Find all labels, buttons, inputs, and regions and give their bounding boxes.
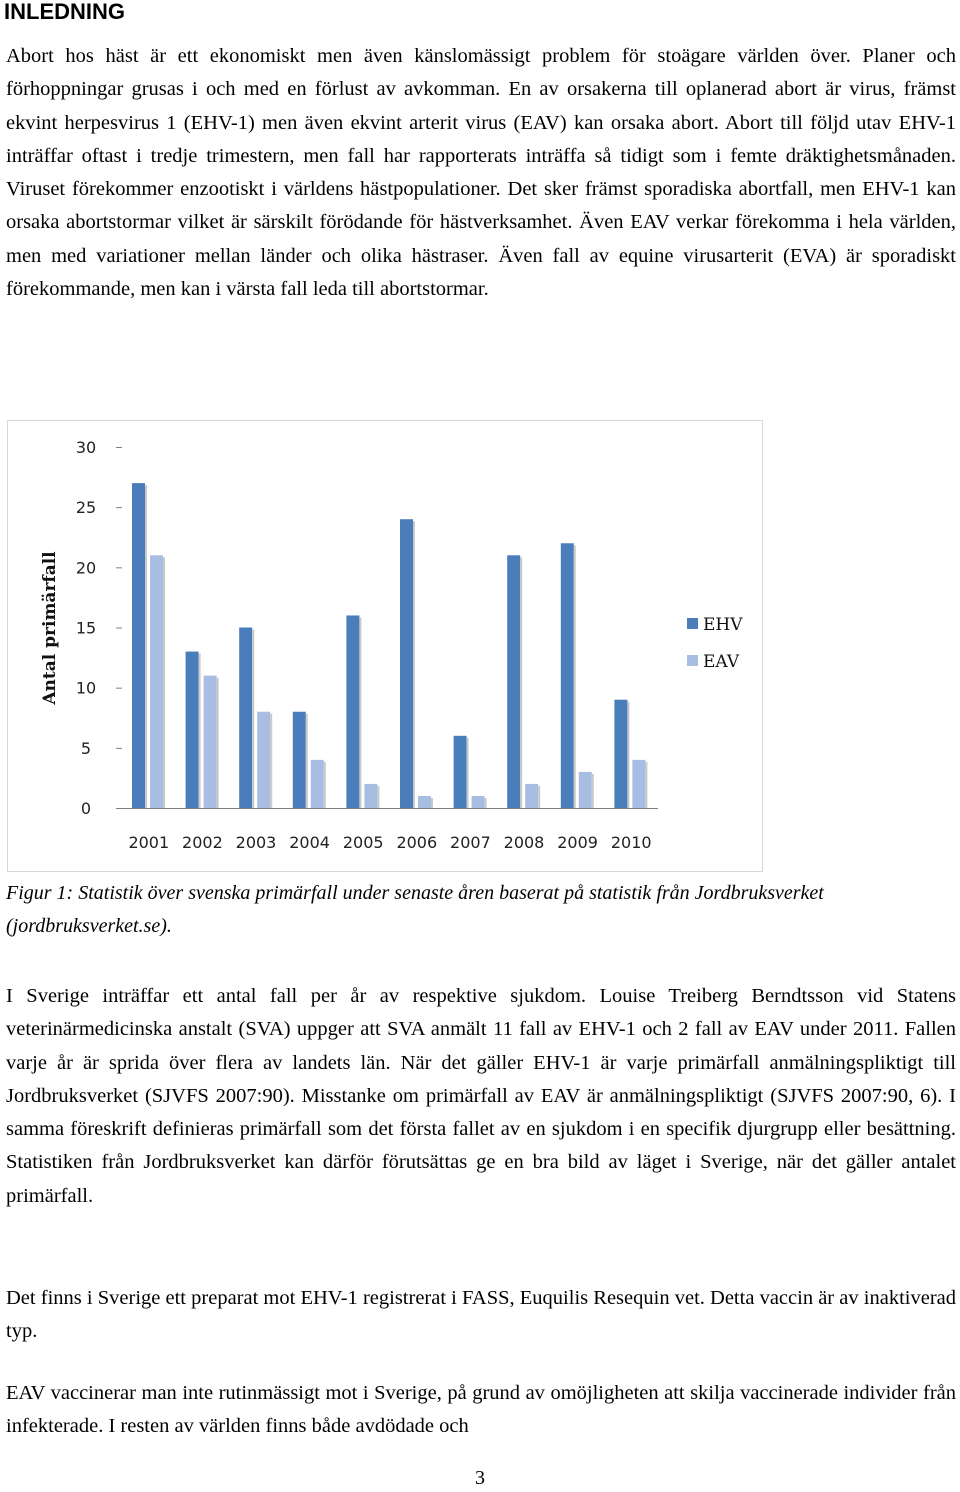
- bar-chart-svg: [8, 421, 764, 873]
- intro-paragraph: Abort hos häst är ett ekonomiskt men även känslomässigt problem för stoägare världen över. Planer och förhoppningar grusas i och med en förlust av avkomman. En av orsakerna till oplanerad abort är virus, främst ekvint herpesvirus 1 (EHV-1) men även ekvint arterit virus (EAV) kan orsaka abort. Abort till följd utav EHV-1 inträffar oftast i tredje trimestern, men fall har rapporterats inträffa så tidigt som i femte dräktighetsmånaden. Viruset förekommer enzootiskt i världens hästpopulationer. Det sker främst sporadiska abortfall, men EHV-1 kan orsaka abortstormar vilket är särskilt förödande för hästverksamhet. Även EAV verkar förekomma i hela världen, men med variationer mellan länder och olika hästraser. Även fall av equine virusarterit (EVA) är sporadiskt förekommande, men kan i värsta fall leda till abortstormar.: [6, 45, 956, 301]
- bar-eav-2006: [418, 796, 431, 808]
- bar-ehv-2002: [186, 652, 199, 808]
- bar-ehv-2006: [400, 519, 413, 808]
- bar-shadow-eav-2009: [592, 774, 594, 808]
- legend-label-eav: EAV: [703, 652, 740, 672]
- bar-ehv-2007: [454, 736, 467, 808]
- bar-eav-2007: [472, 796, 485, 808]
- y-tick-label: 25: [75, 498, 97, 518]
- bar-shadow-eav-2004: [324, 762, 326, 808]
- y-tick-label: 15: [75, 618, 97, 638]
- eav-vaccine-paragraph: EAV vaccinerar man inte rutinmässigt mot i Sverige, på grund av omöjligheten att skilja vaccinerade individer från infekterade. I resten av världen finns både avdödade och: [6, 1382, 956, 1438]
- bar-shadow-eav-2010: [645, 762, 647, 808]
- x-tick-label: 2006: [396, 833, 438, 852]
- bar-shadow-ehv-2004: [306, 714, 308, 808]
- bar-shadow-eav-2002: [217, 678, 219, 808]
- y-tick-label: 30: [75, 438, 97, 457]
- bar-ehv-2009: [561, 543, 574, 808]
- bar-ehv-2008: [507, 555, 520, 808]
- sweden-cases-paragraph: I Sverige inträffar ett antal fall per år av respektive sjukdom. Louise Treiberg Berndtsson vid Statens veterinärmedicinska anstalt (SVA) uppger att SVA anmält 11 fall av EHV-1 och 2 fall av EAV under 2011. Fallen varje år är sprida över flera av landets län. När det gäller EHV-1 är varje primärfall anmälningspliktigt till Jordbruksverket (SJVFS 2007:90). Misstanke om primärfall av EAV är anmälningspliktigt (SJVFS 2007:90, 6). I samma föreskrift definieras primärfall som det första fallet av en sjukdom i en specifik djurgrupp eller besättning. Statistiken från Jordbruksverket kan därför förutsättas ge en bra bild av läget i Sverige, när det gäller antalet primärfall.: [6, 985, 956, 1207]
- bar-ehv-2010: [614, 700, 627, 808]
- x-tick-label: 2001: [128, 833, 170, 852]
- bar-ehv-2004: [293, 712, 306, 808]
- x-tick-label: 2002: [182, 833, 223, 852]
- figure-caption: Figur 1: Statistik över svenska primärfall under senaste åren baserat på statistik från Jordbruksverket (jordbruksverket.se).: [6, 882, 824, 937]
- bar-eav-2009: [579, 772, 592, 808]
- bar-ehv-2001: [132, 483, 145, 808]
- bar-eav-2002: [204, 676, 217, 808]
- bar-shadow-ehv-2008: [520, 557, 522, 808]
- bar-eav-2001: [150, 555, 163, 808]
- page-number: 3: [475, 1467, 485, 1489]
- y-tick-label: 10: [75, 678, 97, 698]
- y-tick-label: 5: [80, 738, 92, 758]
- bar-eav-2008: [525, 784, 538, 808]
- bar-shadow-eav-2006: [431, 798, 433, 808]
- x-tick-label: 2008: [503, 833, 545, 852]
- x-tick-label: 2003: [235, 833, 277, 852]
- bar-ehv-2005: [346, 615, 359, 808]
- y-tick-label: 20: [75, 558, 97, 578]
- y-axis-label: Antal primärfall: [40, 551, 60, 705]
- bar-shadow-ehv-2010: [627, 702, 629, 808]
- bar-shadow-ehv-2009: [574, 545, 576, 808]
- bar-shadow-eav-2008: [538, 786, 540, 808]
- bar-chart: [7, 420, 763, 872]
- bar-shadow-eav-2005: [377, 786, 379, 808]
- bar-shadow-eav-2003: [270, 714, 272, 808]
- legend-swatch-eav: [687, 655, 698, 666]
- legend-label-ehv: EHV: [703, 615, 743, 635]
- vaccine-paragraph: Det finns i Sverige ett preparat mot EHV-1 registrerat i FASS, Euquilis Resequin vet. Detta vaccin är av inaktiverad typ.: [6, 1287, 956, 1343]
- bar-eav-2005: [364, 784, 377, 808]
- bar-ehv-2003: [239, 628, 252, 809]
- bar-shadow-ehv-2002: [199, 654, 201, 808]
- bar-shadow-eav-2001: [163, 557, 165, 808]
- x-tick-label: 2010: [610, 833, 652, 852]
- bar-shadow-ehv-2003: [252, 630, 254, 809]
- bar-shadow-ehv-2001: [145, 485, 147, 808]
- bar-eav-2003: [257, 712, 270, 808]
- x-tick-label: 2004: [289, 833, 330, 852]
- x-tick-label: 2005: [342, 833, 384, 852]
- bar-eav-2010: [632, 760, 645, 808]
- x-tick-label: 2009: [557, 833, 598, 852]
- section-heading: INLEDNING: [4, 0, 125, 24]
- bar-shadow-ehv-2006: [413, 521, 415, 808]
- bar-eav-2004: [311, 760, 324, 808]
- legend-swatch-ehv: [687, 618, 698, 629]
- y-tick-label: 0: [80, 799, 92, 818]
- bar-shadow-ehv-2007: [467, 738, 469, 808]
- bar-shadow-ehv-2005: [359, 617, 361, 808]
- x-tick-label: 2007: [450, 833, 491, 852]
- bar-shadow-eav-2007: [485, 798, 487, 808]
